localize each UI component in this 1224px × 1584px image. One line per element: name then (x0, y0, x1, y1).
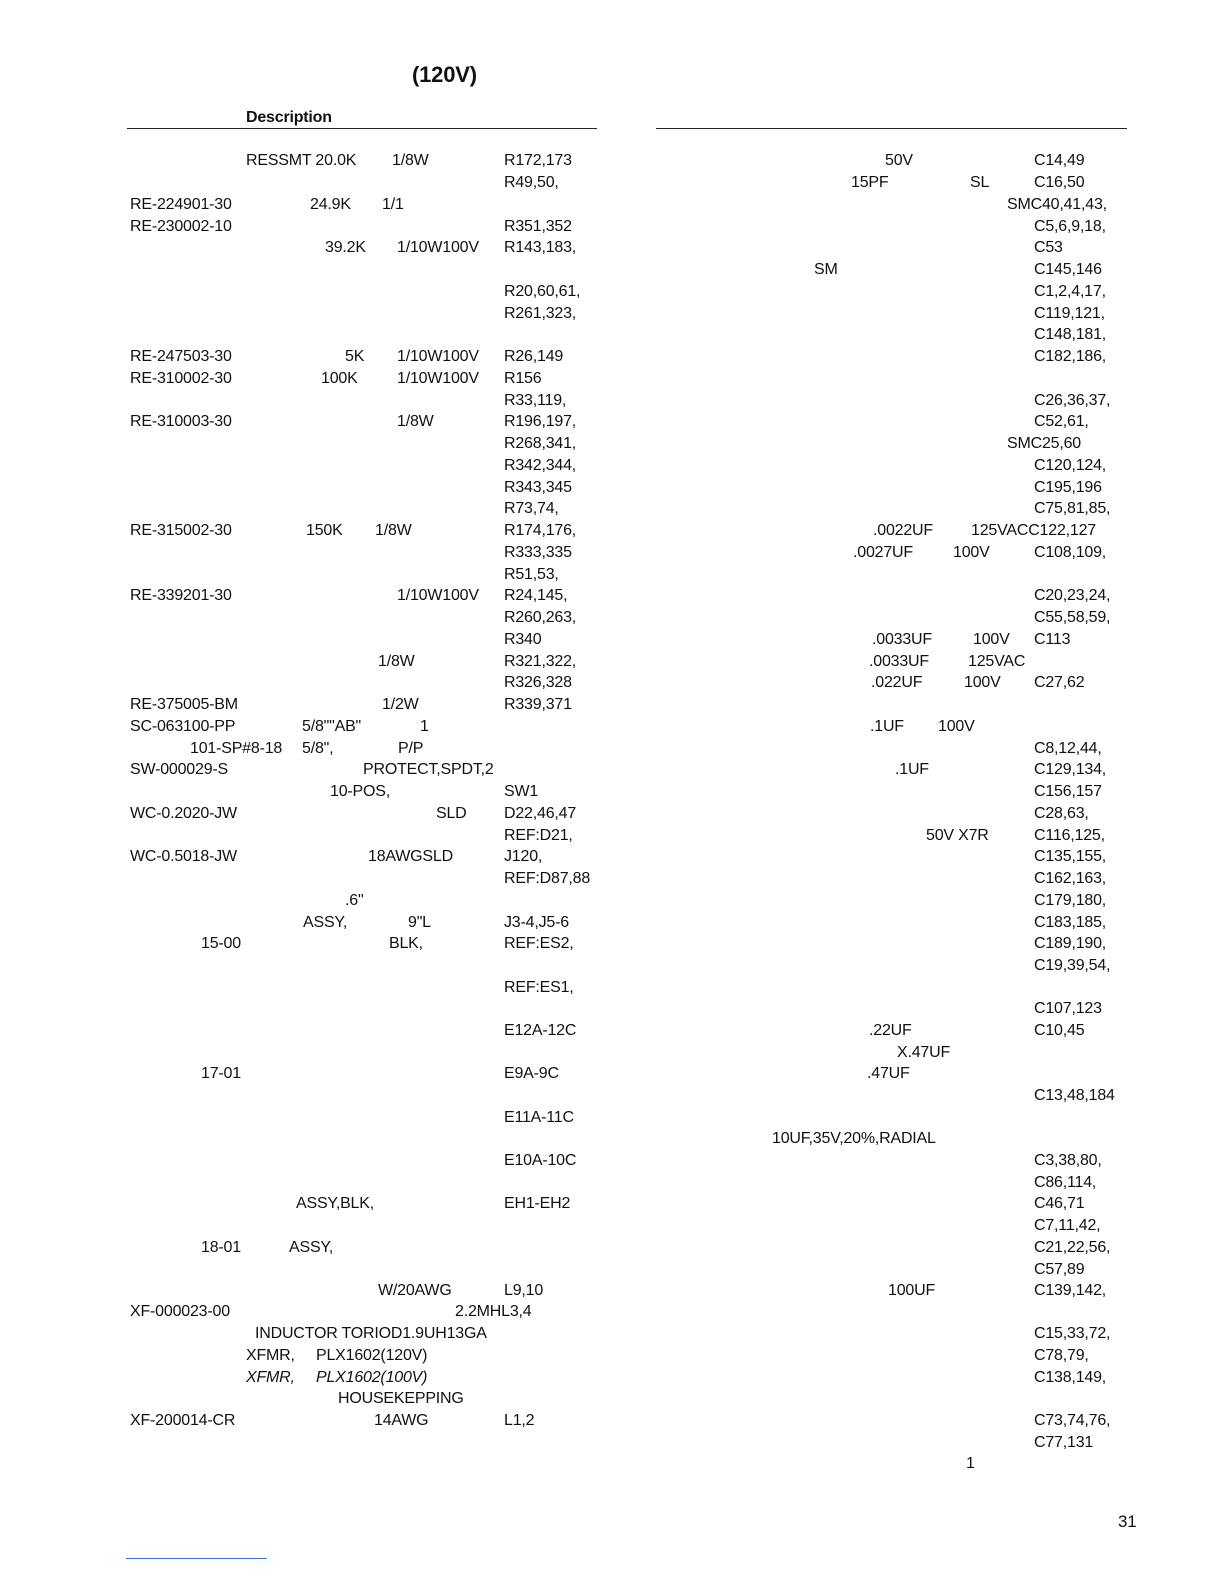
right-cell: 50V X7R (926, 827, 989, 844)
right-cell: C156,157 (1034, 783, 1102, 800)
description-header: Description (246, 109, 332, 126)
left-cell: 15-00 (201, 935, 241, 952)
left-cell: 14AWG (374, 1412, 429, 1429)
right-header-rule (656, 128, 1127, 129)
left-cell: WC-0.5018-JW (130, 848, 237, 865)
right-cell: .0033UF (872, 631, 932, 648)
right-cell: 100V (953, 544, 990, 561)
right-cell: C46,71 (1034, 1195, 1085, 1212)
left-cell: SLD (436, 805, 467, 822)
right-cell: C21,22,56, (1034, 1239, 1111, 1256)
left-cell: EH1-EH2 (504, 1195, 571, 1212)
right-cell: C19,39,54, (1034, 957, 1111, 974)
right-cell: C78,79, (1034, 1347, 1089, 1364)
left-cell: R321,322, (504, 653, 577, 670)
right-cell: C57,89 (1034, 1261, 1085, 1278)
left-cell: R196,197, (504, 413, 577, 430)
left-cell: R33,119, (504, 392, 567, 409)
left-cell: L1,2 (504, 1412, 535, 1429)
right-cell: C13,48,184 (1034, 1087, 1115, 1104)
left-cell: ASSY, (289, 1239, 334, 1256)
left-cell: 1/10W100V (397, 348, 479, 365)
left-cell: 17-01 (201, 1065, 241, 1082)
left-cell: 2.2MHL3,4 (455, 1303, 532, 1320)
left-cell: 1 (420, 718, 429, 735)
left-cell: R20,60,61, (504, 283, 581, 300)
right-cell: C135,155, (1034, 848, 1107, 865)
left-cell: R49,50, (504, 174, 559, 191)
left-cell: J3-4,J5-6 (504, 914, 569, 931)
left-cell: XF-000023-00 (130, 1303, 230, 1320)
right-cell: C119,121, (1034, 305, 1105, 322)
left-cell: L9,10 (504, 1282, 544, 1299)
left-cell: 18AWGSLD (368, 848, 453, 865)
right-cell: 50V (885, 152, 913, 169)
left-cell: SW1 (504, 783, 539, 800)
right-cell: 125VAC (968, 653, 1026, 670)
right-cell: 100V (938, 718, 975, 735)
left-cell: R351,352 (504, 218, 572, 235)
right-cell: C195,196 (1034, 479, 1102, 496)
right-cell: C182,186, (1034, 348, 1107, 365)
left-cell: 9"L (408, 914, 431, 931)
left-cell: E10A-10C (504, 1152, 577, 1169)
left-cell: 5K (345, 348, 365, 365)
left-cell: 5/8""AB" (302, 718, 362, 735)
left-cell: R268,341, (504, 435, 577, 452)
left-cell: 1/8W (397, 413, 434, 430)
left-cell: 150K (306, 522, 343, 539)
right-cell: .47UF (867, 1065, 910, 1082)
right-cell: X.47UF (897, 1044, 951, 1061)
left-cell: RE-247503-30 (130, 348, 232, 365)
right-cell: SL (970, 174, 990, 191)
left-cell: R26,149 (504, 348, 564, 365)
right-cell: 1 (966, 1455, 975, 1472)
left-cell: R174,176, (504, 522, 577, 539)
left-cell: REF:ES1, (504, 979, 574, 996)
right-cell: C26,36,37, (1034, 392, 1111, 409)
left-cell: 1/2W (382, 696, 419, 713)
right-cell: C113 (1034, 631, 1071, 648)
right-cell: C189,190, (1034, 935, 1107, 952)
right-cell: .0022UF (873, 522, 933, 539)
right-cell: C7,11,42, (1034, 1217, 1101, 1234)
left-cell: PLX1602(100V) (316, 1369, 428, 1386)
right-cell: C139,142, (1034, 1282, 1107, 1299)
right-cell: C116,125, (1034, 827, 1105, 844)
left-cell: 24.9K (310, 196, 351, 213)
left-cell: R333,335 (504, 544, 572, 561)
right-cell: 10UF,35V,20%,RADIAL (772, 1130, 936, 1147)
left-cell: R51,53, (504, 566, 559, 583)
right-cell: SMC40,41,43, (1007, 196, 1107, 213)
left-cell: 101-SP#8-18 (190, 740, 283, 757)
left-cell: R172,173 (504, 152, 572, 169)
right-cell: C28,63, (1034, 805, 1089, 822)
left-cell: 1/10W100V (397, 370, 479, 387)
left-header-rule (127, 128, 597, 129)
left-cell: R24,145, (504, 587, 568, 604)
left-cell: .6" (345, 892, 364, 909)
left-cell: 1/10W100V (397, 239, 479, 256)
right-cell: C75,81,85, (1034, 500, 1111, 517)
right-cell: SM (814, 261, 838, 278)
left-cell: REF:D87,88 (504, 870, 591, 887)
left-cell: W/20AWG (378, 1282, 452, 1299)
left-cell: 1/8W (375, 522, 412, 539)
left-cell: RE-230002-10 (130, 218, 232, 235)
left-cell: R260,263, (504, 609, 577, 626)
right-cell: .0033UF (869, 653, 929, 670)
right-cell: .022UF (871, 674, 923, 691)
left-cell: SW-000029-S (130, 761, 229, 778)
left-cell: 1/1 (382, 196, 404, 213)
right-cell: C162,163, (1034, 870, 1107, 887)
right-cell: C86,114, (1034, 1174, 1097, 1191)
left-cell: 1/8W (392, 152, 429, 169)
right-cell: C138,149, (1034, 1369, 1107, 1386)
left-cell: HOUSEKEPPING (338, 1390, 464, 1407)
right-cell: .22UF (869, 1022, 912, 1039)
left-cell: BLK, (389, 935, 423, 952)
left-cell: E12A-12C (504, 1022, 577, 1039)
left-cell: R143,183, (504, 239, 577, 256)
left-cell: D22,46,47 (504, 805, 577, 822)
left-cell: R339,371 (504, 696, 572, 713)
left-cell: XFMR, (246, 1347, 295, 1364)
page-number: 31 (1118, 1512, 1137, 1531)
left-cell: R343,345 (504, 479, 572, 496)
left-cell: RE-310003-30 (130, 413, 232, 430)
left-cell: 5/8", (302, 740, 334, 757)
left-cell: 1/8W (378, 653, 415, 670)
page-title: (120V) (412, 62, 477, 87)
right-cell: C27,62 (1034, 674, 1085, 691)
right-cell: C120,124, (1034, 457, 1107, 474)
left-cell: 18-01 (201, 1239, 241, 1256)
left-cell: RE-224901-30 (130, 196, 232, 213)
right-cell: C73,74,76, (1034, 1412, 1111, 1429)
right-cell: .1UF (870, 718, 904, 735)
left-cell: PROTECT,SPDT,2 (363, 761, 494, 778)
left-cell: XF-200014-CR (130, 1412, 236, 1429)
left-cell: WC-0.2020-JW (130, 805, 237, 822)
right-cell: C179,180, (1034, 892, 1107, 909)
right-cell: .1UF (895, 761, 929, 778)
right-cell: C3,38,80, (1034, 1152, 1102, 1169)
right-cell: 100V (973, 631, 1010, 648)
right-cell: C145,146 (1034, 261, 1102, 278)
right-cell: C183,185, (1034, 914, 1107, 931)
left-cell: REF:D21, (504, 827, 573, 844)
left-cell: P/P (398, 740, 424, 757)
left-cell: 10-POS, (330, 783, 390, 800)
right-cell: 125VACC122,127 (971, 522, 1096, 539)
right-cell: C107,123 (1034, 1000, 1102, 1017)
right-cell: C8,12,44, (1034, 740, 1102, 757)
left-cell: SC-063100-PP (130, 718, 236, 735)
left-cell: R261,323, (504, 305, 577, 322)
right-cell: C16,50 (1034, 174, 1085, 191)
left-cell: R340 (504, 631, 542, 648)
left-cell: R326,328 (504, 674, 572, 691)
left-cell: E9A-9C (504, 1065, 559, 1082)
left-cell: ASSY, (303, 914, 348, 931)
right-cell: C14,49 (1034, 152, 1085, 169)
left-cell: 39.2K (325, 239, 366, 256)
left-cell: 1/10W100V (397, 587, 479, 604)
footer-link-underline[interactable] (126, 1558, 267, 1559)
left-cell: ASSY,BLK, (296, 1195, 374, 1212)
right-cell: C53 (1034, 239, 1063, 256)
left-cell: RE-310002-30 (130, 370, 232, 387)
right-cell: C20,23,24, (1034, 587, 1111, 604)
left-cell: R156 (504, 370, 542, 387)
right-cell: 100UF (888, 1282, 936, 1299)
right-cell: C15,33,72, (1034, 1325, 1111, 1342)
left-cell: R73,74, (504, 500, 559, 517)
right-cell: C1,2,4,17, (1034, 283, 1106, 300)
right-cell: C108,109, (1034, 544, 1107, 561)
left-cell: RE-315002-30 (130, 522, 232, 539)
left-cell: RE-375005-BM (130, 696, 238, 713)
right-cell: 100V (964, 674, 1001, 691)
left-cell: R342,344, (504, 457, 577, 474)
right-cell: C55,58,59, (1034, 609, 1111, 626)
right-cell: C10,45 (1034, 1022, 1085, 1039)
left-cell: E11A-11C (504, 1109, 574, 1126)
left-cell: RESSMT 20.0K (246, 152, 357, 169)
right-cell: 15PF (851, 174, 889, 191)
right-cell: C5,6,9,18, (1034, 218, 1106, 235)
left-cell: REF:ES2, (504, 935, 574, 952)
right-cell: .0027UF (853, 544, 913, 561)
right-cell: C129,134, (1034, 761, 1107, 778)
right-cell: C148,181, (1034, 326, 1107, 343)
right-cell: SMC25,60 (1007, 435, 1081, 452)
right-cell: C52,61, (1034, 413, 1089, 430)
left-cell: PLX1602(120V) (316, 1347, 428, 1364)
left-cell: RE-339201-30 (130, 587, 232, 604)
left-cell: J120, (504, 848, 543, 865)
right-cell: C77,131 (1034, 1434, 1094, 1451)
left-cell: XFMR, (246, 1369, 295, 1386)
left-cell: INDUCTOR TORIOD1.9UH13GA (255, 1325, 487, 1342)
left-cell: 100K (321, 370, 358, 387)
